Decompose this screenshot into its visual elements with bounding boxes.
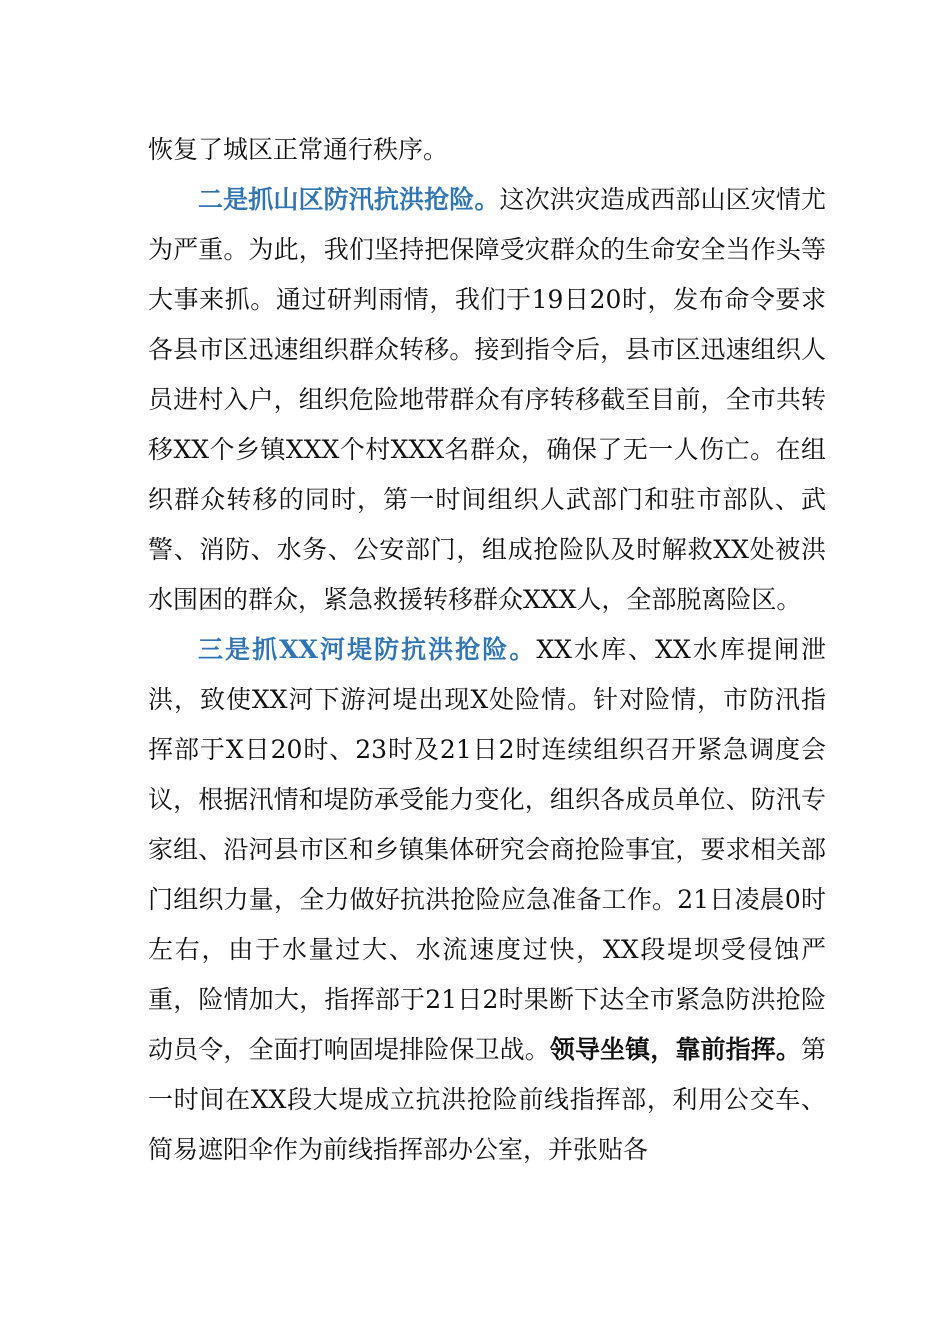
paragraph-3 — [148, 625, 826, 1175]
paragraph-3-heading: 三是抓XX河堤防抗洪抢险。 — [198, 635, 537, 664]
paragraph-1-text: 恢复了城区正常通行秩序。 — [148, 135, 449, 164]
paragraph-2 — [148, 175, 826, 625]
paragraph-3-bold-phrase: 领导坐镇，靠前指挥。 — [549, 1035, 801, 1064]
paragraph-1 — [148, 125, 826, 175]
paragraph-3-body-2: 第一时间在XX段大堤成立抗洪抢险前线指挥部，利用公交车、简易遮阳伞作为前线指挥部办公室，并张贴各 — [148, 1035, 826, 1164]
paragraph-2-body: 这次洪灾造成西部山区灾情尤为严重。为此，我们坚持把保障受灾群众的生命安全当作头等大事来抓。通过研判雨情，我们于19日20时，发布命令要求各县市区迅速组织群众转移。接到指令后，县市区迅速组织人员进村入户，组织危险地带群众有序转移截至目前，全市共转移XX个乡镇XXX个村XXX名群众，确保了无一人伤亡。在组织群众转移的同时，第一时间组织人武部门和驻市部队、武警、消防、水务、公安部门，组成抢险队及时解救XX处被洪水围困的群众，紧急救援转移群众XXX人，全部脱离险区。 — [148, 185, 826, 614]
paragraph-2-heading: 二是抓山区防汛抗洪抢险。 — [198, 185, 500, 214]
document-body — [148, 125, 826, 1175]
paragraph-3-body-1: XX水库、XX水库提闸泄洪，致使XX河下游河堤出现X处险情。针对险情，市防汛指挥部于X日20时、23时及21日2时连续组织召开紧急调度会议，根据汛情和堤防承受能力变化，组织各成员单位、防汛专家组、沿河县市区和乡镇集体研究会商抢险事宜，要求相关部门组织力量，全力做好抗洪抢险应急准备工作。21日凌晨0时左右，由于水量过大、水流速度过快，XX段堤坝受侵蚀严重，险情加大，指挥部于21日2时果断下达全市紧急防洪抢险动员令，全面打响固堤排险保卫战。 — [148, 635, 826, 1064]
